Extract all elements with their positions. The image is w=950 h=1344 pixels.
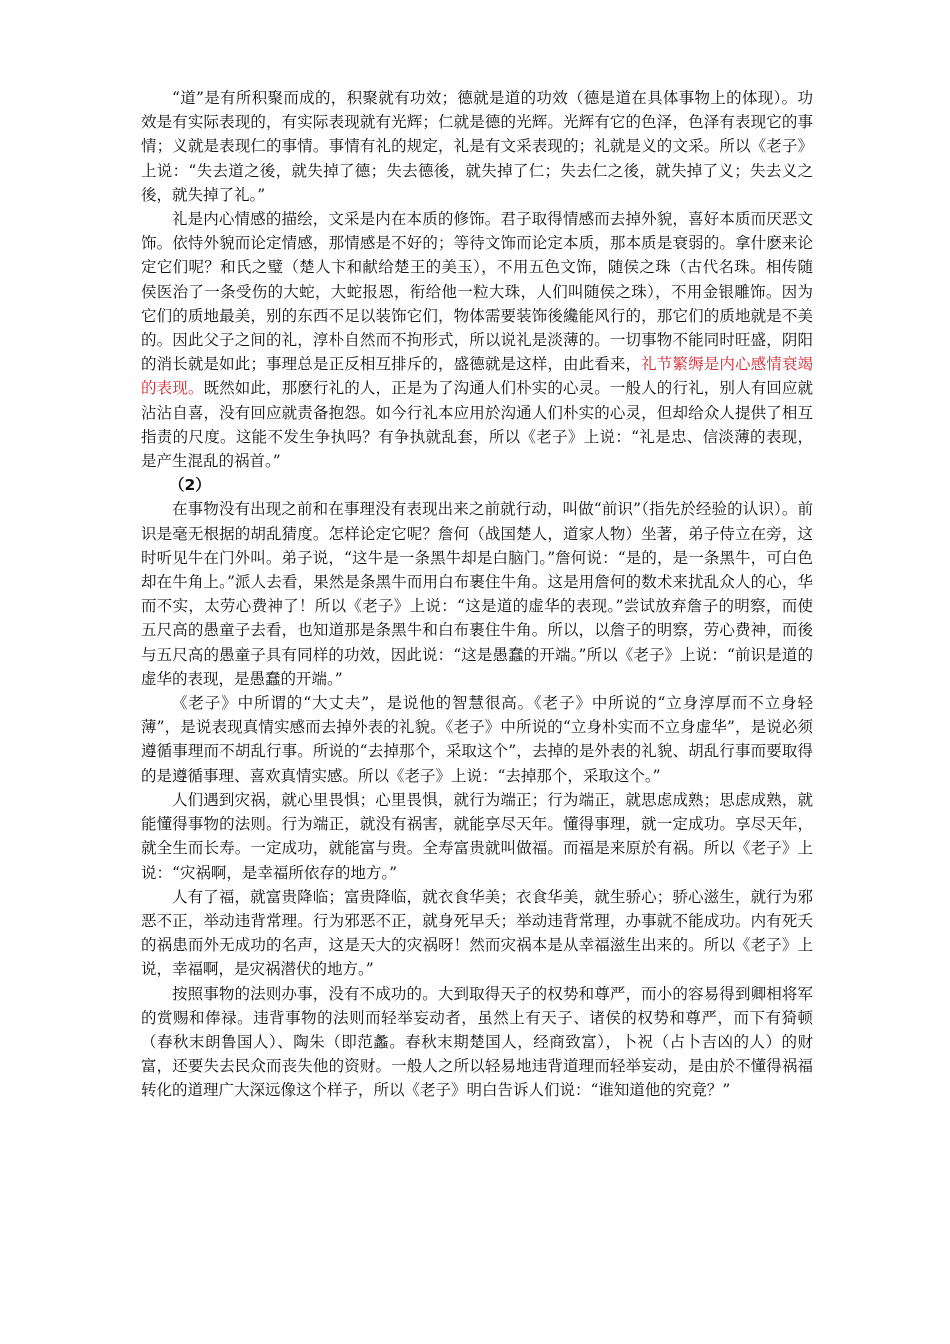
paragraph-4: 《老子》中所谓的“大丈夫”，是说他的智慧很高。《老子》中所说的“立身淳厚而不立身轻薄”，是说表现真情实感而去掉外表的礼貌。《老子》中所说的“立身朴实而不立身虚华”，是说必须遵循事理而不胡乱行事。所说的“去掉那个，采取这个”，去掉的是外表的礼貌、胡乱行事而要取得的是遵循事理、喜欢真情实感。所以《老子》上说：“去掉那个，采取这个。” [141, 694, 813, 785]
paragraph-2-after: 既然如此，那麽行礼的人，正是为了沟通人们朴实的心灵。一般人的行礼，别人有回应就沾沾自喜，没有回应就责备抱怨。如今行礼本应用於沟通人们朴实的心灵，但却给众人提供了相互指责的尺度。这能不发生争执吗？有争执就乱套，所以《老子》上说：“礼是忠、信淡薄的表现，是产生混乱的祸首。” [141, 379, 813, 471]
section-marker: （2） [169, 476, 211, 495]
paragraph-5: 人们遇到灾祸，就心里畏惧；心里畏惧，就行为端正；行为端正，就思虑成熟；思虑成熟，就能懂得事物的法则。行为端正，就没有祸害，就能享尽天年。懂得事理，就一定成功。享尽天年，就全生而长寿。一定成功，就能富与贵。全寿富贵就叫做福。而福是来原於有祸。所以《老子》上说：“灾祸啊，是幸福所依存的地方。” [141, 790, 813, 882]
paragraph-1: “道”是有所积聚而成的，积聚就有功效；德就是道的功效（德是道在具体事物上的体现）。功效是有实际表现的，有实际表现就有光辉；仁就是德的光辉。光辉有它的色泽，色泽有表现它的事情；义就是表现仁的事情。事情有礼的规定，礼是有文采表现的；礼就是义的文采。所以《老子》上说：“失去道之後，就失掉了德；失去德後，就失掉了仁；失去仁之後，就失掉了义；失去义之後，就失掉了礼。” [141, 89, 813, 204]
paragraph-3: 在事物没有出现之前和在事理没有表现出来之前就行动，叫做“前识”（指先於经验的认识）。前识是毫无根据的胡乱猜度。怎样论定它呢？詹何（战国楚人，道家人物）坐著，弟子侍立在旁，这时听见牛在门外叫。弟子说，“这牛是一条黑牛却是白脑门。”詹何说：“是的，是一条黑牛，可白色却在牛角上。”派人去看，果然是条黑牛而用白布裹住牛角。这是用詹何的数术来扰乱众人的心，华而不实，太劳心费神了！所以《老子》上说：“这是道的虚华的表现。”尝试放弃詹子的明察，而使五尺高的愚童子去看，也知道那是条黑牛和白布裹住牛角。所以，以詹子的明察，劳心费神，而後与五尺高的愚童子具有同样的功效，因此说：“这是愚蠢的开端。”所以《老子》上说：“前识是道的虚华的表现，是愚蠢的开端。” [141, 500, 813, 688]
paragraph-7: 按照事物的法则办事，没有不成功的。大到取得天子的权势和尊严，而小的容易得到卿相将军的赏赐和俸禄。违背事物的法则而轻举妄动者，虽然上有天子、诸侯的权势和尊严，而下有猗顿（春秋末朗鲁国人）、陶朱（即范蠡。春秋末期楚国人，经商致富），卜祝（占卜吉凶的人）的财富，还要失去民众而丧失他的资财。一般人之所以轻易地违背道理而轻举妄动，是由於不懂得祸福转化的道理广大深远像这个样子，所以《老子》明白告诉人们说：“谁知道他的究竟？” [141, 984, 813, 1100]
paragraph-6: 人有了福，就富贵降临；富贵降临，就衣食华美；衣食华美，就生骄心；骄心滋生，就行为邪恶不正，举动违背常理。行为邪恶不正，就身死早夭；举动违背常理，办事就不能成功。内有死夭的祸患而外无成功的名声，这是天大的灾祸呀！然而灾祸本是从幸福滋生出来的。所以《老子》上说，幸福啊，是灾祸潜伏的地方。” [141, 887, 813, 979]
paragraph-2 [141, 207, 813, 473]
highlighted-sentence: 礼节繁缛是内心感情衰竭的表现。 [141, 355, 813, 398]
paragraph-2-before: 礼是内心情感的描绘，文采是内在本质的修饰。君子取得情感而去掉外貌，喜好本质而厌恶文饰。依恃外貌而论定情感，那情感是不好的；等待文饰而论定本质，那本质是衰弱的。拿什麽来论定它们呢？和氏之璧（楚人卞和献给楚王的美玉），不用五色文饰，随侯之珠（古代名珠。相传随侯医治了一条受伤的大蛇，大蛇报恩，衔给他一粒大珠，人们叫随侯之珠），不用金银雕饰。因为它们的质地最美，别的东西不足以装饰它们，物体需要装饰後纔能风行的，那它们的质地就是不美的。因此父子之间的礼，淳朴自然而不拘形式，所以说礼是淡薄的。一切事物不能同时旺盛，阴阳的消长就是如此；事理总是正反相互排斥的，盛德就是这样，由此看来， [141, 210, 813, 374]
document-page [141, 86, 813, 1103]
